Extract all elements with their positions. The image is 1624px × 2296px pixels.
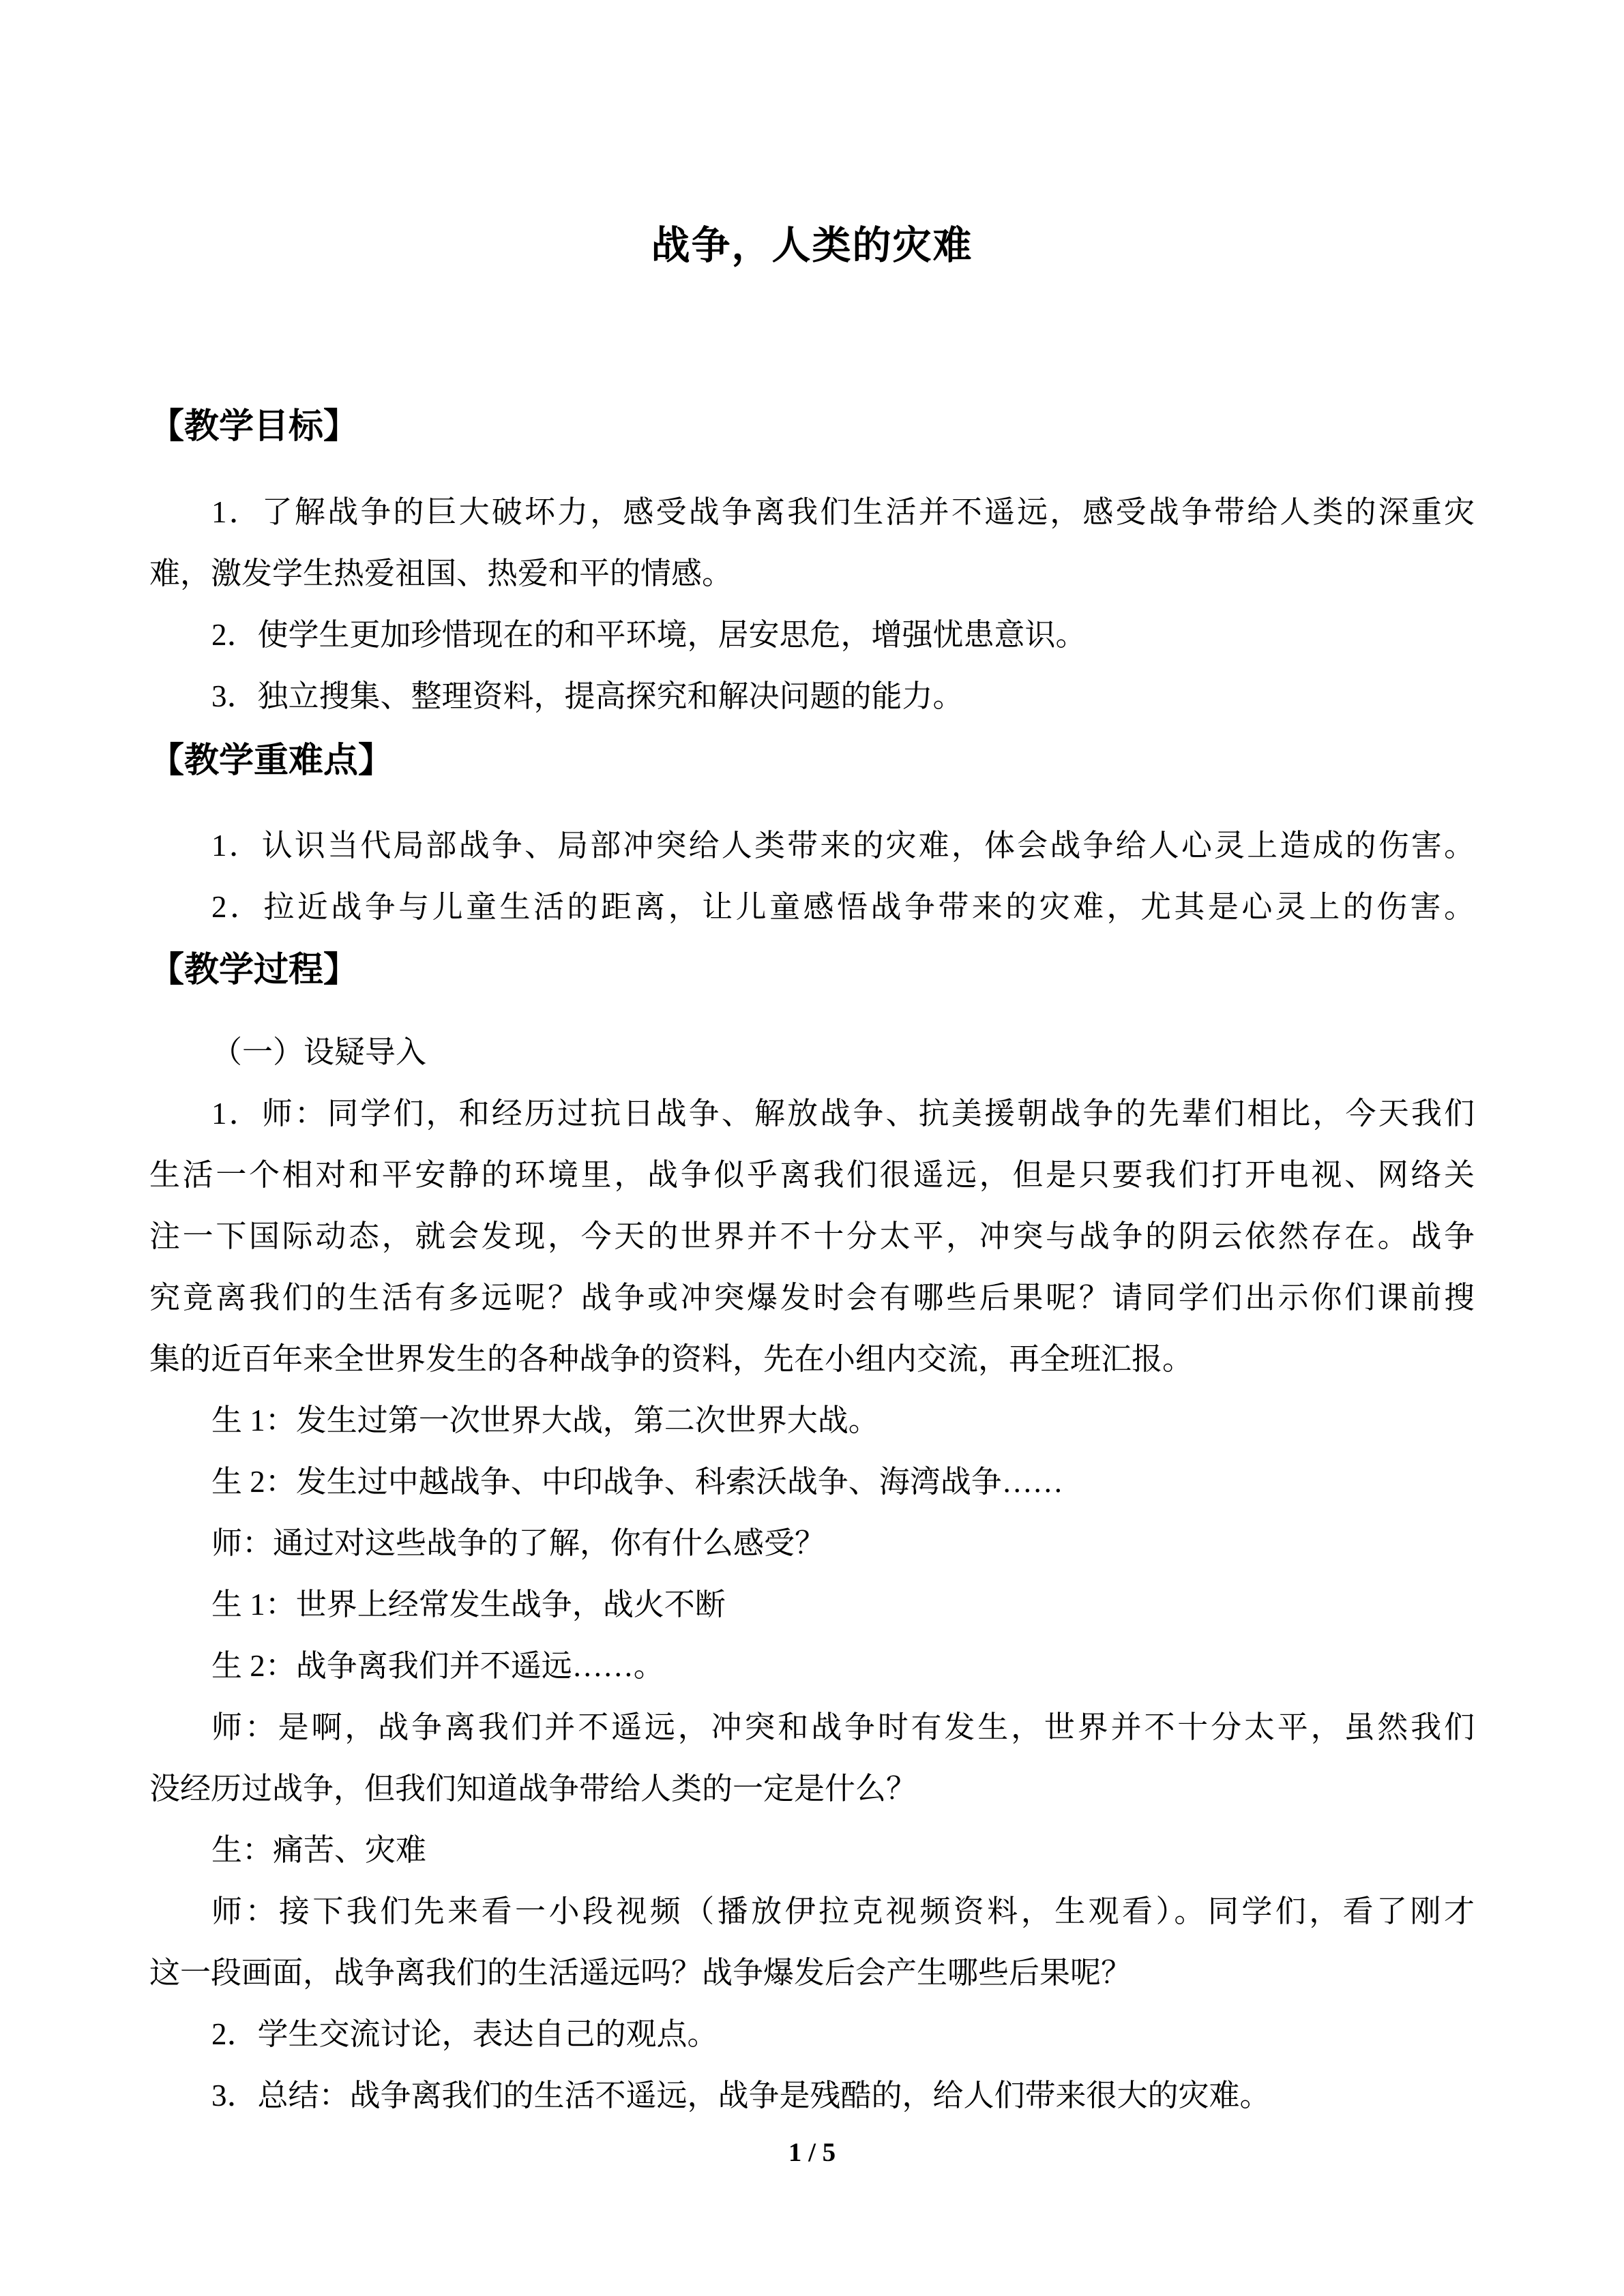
key-point-2: 2．拉近战争与儿童生活的距离，让儿童感悟战争带来的灾难，尤其是心灵上的伤害。 (211, 890, 1475, 924)
student-answer-3: 生：痛苦、灾难 (211, 1833, 427, 1867)
objective-1-line-2: 难，激发学生热爱祖国、热爱和平的情感。 (149, 556, 733, 591)
teacher-question-1: 师：通过对这些战争的了解，你有什么感受？ (211, 1526, 826, 1560)
heading-teaching-process: 【教学过程】 (149, 951, 359, 989)
subsection-question-introduction: （一）设疑导入 (211, 1035, 427, 1069)
teacher-question-2-line-1: 师：是啊，战争离我们并不遥远，冲突和战争时有发生，世界并不十分太平，虽然我们 (211, 1710, 1475, 1744)
objective-2: 2．使学生更加珍惜现在的和平环境，居安思危，增强忧患意识。 (211, 618, 1087, 652)
teacher-question-2-line-2: 没经历过战争，但我们知道战争带给人类的一定是什么？ (149, 1772, 917, 1806)
student-2-answer-1: 生 2：发生过中越战争、中印战争、科索沃战争、海湾战争…… (211, 1465, 1063, 1499)
student-1-answer-1: 生 1：发生过第一次世界大战，第二次世界大战。 (211, 1403, 879, 1437)
key-point-1: 1．认识当代局部战争、局部冲突给人类带来的灾难，体会战争给人心灵上造成的伤害。 (211, 829, 1475, 863)
student-2-answer-2: 生 2：战争离我们并不遥远……。 (211, 1649, 664, 1683)
teacher-intro-line-3: 注一下国际动态，就会发现，今天的世界并不十分太平，冲突与战争的阴云依然存在。战争 (149, 1219, 1475, 1253)
process-step-2: 2．学生交流讨论，表达自己的观点。 (211, 2017, 718, 2051)
teacher-video-line-1: 师：接下我们先来看一小段视频（播放伊拉克视频资料，生观看）。同学们，看了刚才 (211, 1894, 1475, 1928)
objective-1-line-1: 1．了解战争的巨大破坏力，感受战争离我们生活并不遥远，感受战争带给人类的深重灾 (211, 495, 1475, 529)
heading-key-difficult-points: 【教学重难点】 (149, 742, 394, 780)
page-number: 1 / 5 (788, 2138, 836, 2167)
document-title: 战争，人类的灾难 (651, 224, 973, 267)
process-step-3: 3．总结：战争离我们的生活不遥远，战争是残酷的，给人们带来很大的灾难。 (211, 2078, 1271, 2113)
teacher-video-line-2: 这一段画面，战争离我们的生活遥远吗？战争爆发后会产生哪些后果呢？ (149, 1956, 1132, 1990)
teacher-intro-line-1: 1．师：同学们，和经历过抗日战争、解放战争、抗美援朝战争的先辈们相比，今天我们 (211, 1097, 1475, 1131)
student-1-answer-2: 生 1：世界上经常发生战争，战火不断 (211, 1587, 726, 1622)
teacher-intro-line-5: 集的近百年来全世界发生的各种战争的资料，先在小组内交流，再全班汇报。 (149, 1342, 1194, 1376)
teacher-intro-line-2: 生活一个相对和平安静的环境里，战争似乎离我们很遥远，但是只要我们打开电视、网络关 (149, 1158, 1475, 1192)
teacher-intro-line-4: 究竟离我们的生活有多远呢？战争或冲突爆发时会有哪些后果呢？请同学们出示你们课前搜 (149, 1281, 1475, 1315)
heading-teaching-objectives: 【教学目标】 (149, 408, 359, 446)
objective-3: 3．独立搜集、整理资料，提高探究和解决问题的能力。 (211, 679, 964, 713)
